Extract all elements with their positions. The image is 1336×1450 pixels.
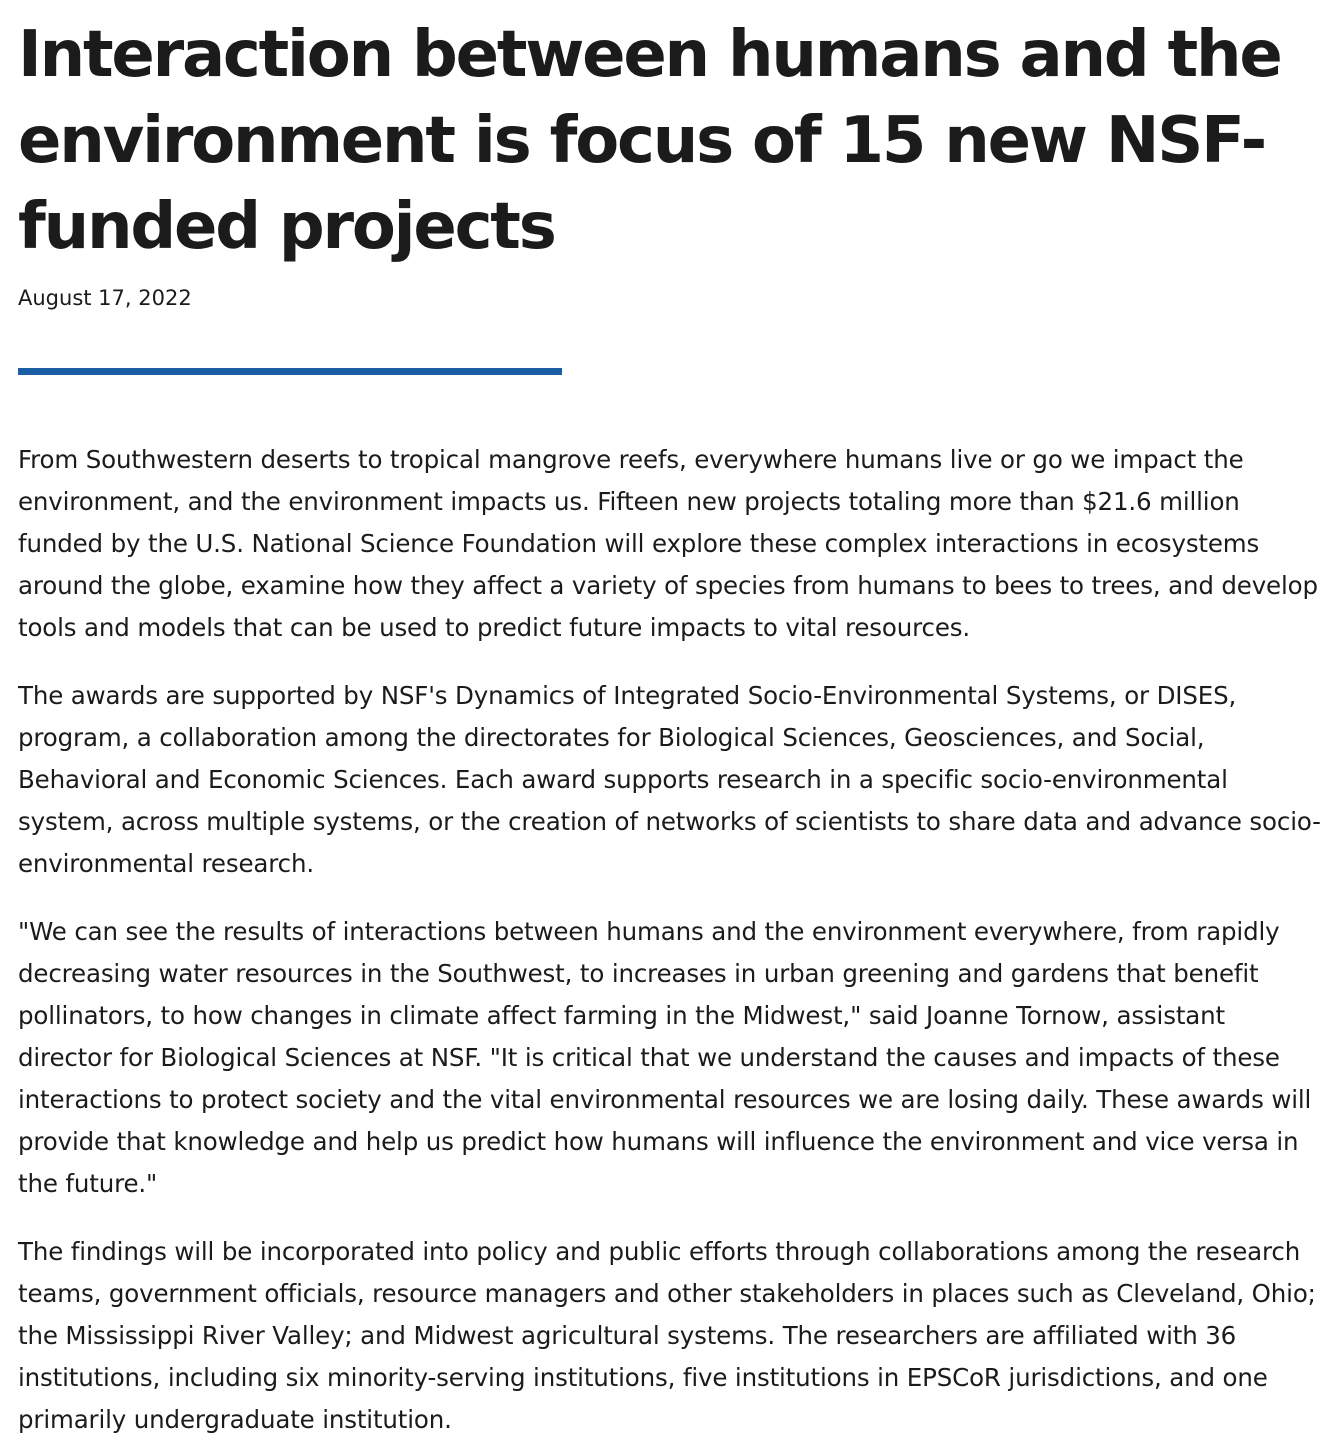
article-paragraph-4: The findings will be incorporated into policy and public efforts through collaborations among the research teams, government officials, resource managers and other stakeholders in places such as Cleveland, Ohio; the Mississippi River Valley; and Midwest agricultural systems. The researchers are affiliated with 36 institutions, including six minority-serving institutions, five institutions in EPSCoR jurisdictions, and one primarily undergraduate institution. — [18, 1237, 1316, 1434]
article-paragraph-2: The awards are supported by NSF's Dynamics of Integrated Socio-Environmental Systems, or DISES, program, a collaboration among the directorates for Biological Sciences, Geosciences, and Social, Behavioral and Economic Sciences. Each award supports research in a specific socio-environmental system, across multiple systems, or the creation of networks of scientists to share data and advance socio-environmental research. — [18, 681, 1321, 878]
title-divider — [18, 368, 562, 375]
article-title: Interaction between humans and the environment is focus of 15 new NSF-funded projects — [18, 18, 1281, 264]
article-paragraph-1: From Southwestern deserts to tropical mangrove reefs, everywhere humans live or go we impact the environment, and the environment impacts us. Fifteen new projects totaling more than $21.6 million funded by the U.S. National Science Foundation will explore these complex interactions in ecosystems around the globe, examine how they affect a variety of species from humans to bees to trees, and develop tools and models that can be used to predict future impacts to vital resources. — [18, 445, 1318, 642]
publish-date: August 17, 2022 — [18, 286, 192, 310]
article-body — [18, 439, 1321, 1441]
article-paragraph-3: "We can see the results of interactions between humans and the environment everywhere, from rapidly decreasing water resources in the Southwest, to increases in urban greening and gardens that benefit pollinators, to how changes in climate affect farming in the Midwest," said Joanne Tornow, assistant director for Biological Sciences at NSF. "It is critical that we understand the causes and impacts of these interactions to protect society and the vital environmental resources we are losing daily. These awards will provide that knowledge and help us predict how humans will influence the environment and vice versa in the future." — [18, 917, 1312, 1198]
